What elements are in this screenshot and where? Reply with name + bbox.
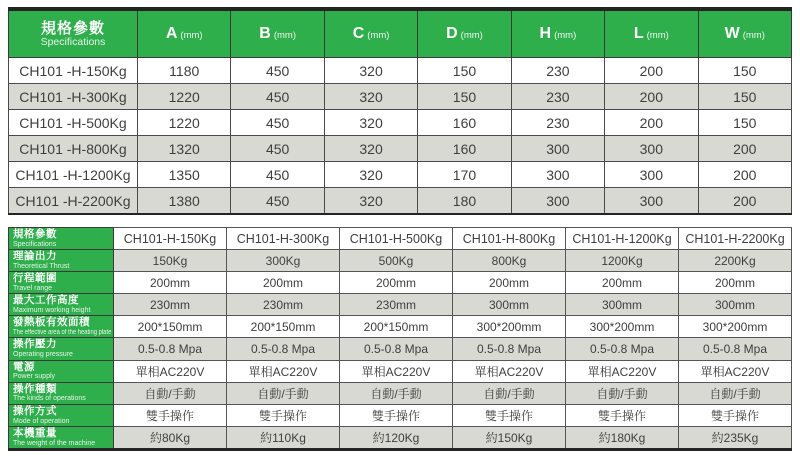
spec-value-cell: 0.5-0.8 Mpa	[114, 338, 227, 360]
value-cell: 200	[605, 110, 698, 136]
model-column-header: CH101-H-800Kg	[453, 228, 566, 250]
column-letter: D	[446, 25, 458, 42]
spec-value-cell: 單相AC220V	[453, 360, 566, 382]
spec-row-label-en-text: The kinds of operations	[13, 395, 86, 403]
table-row	[9, 84, 792, 110]
spec-row	[9, 338, 792, 360]
table-row	[9, 188, 792, 215]
value-cell: 160	[418, 136, 511, 162]
column-header-h	[511, 9, 604, 58]
spec-value-cell: 230mm	[340, 294, 453, 316]
value-cell: 300	[511, 136, 604, 162]
model-column-header: CH101-H-1200Kg	[566, 228, 679, 250]
spec-value-cell: 200*150mm	[114, 316, 227, 338]
value-cell: 320	[324, 110, 417, 136]
spec-row-label-zh: 操作方式	[13, 404, 57, 417]
spec-value-cell: 200*150mm	[340, 316, 453, 338]
value-cell: 200	[605, 84, 698, 110]
value-cell: 320	[324, 84, 417, 110]
spec-value-cell: 200mm	[679, 272, 792, 294]
table-corner-header	[9, 9, 138, 58]
column-letter: W	[724, 25, 740, 42]
spec-row-label-en	[13, 440, 113, 447]
value-cell: 170	[418, 162, 511, 188]
spec-value-cell: 200*150mm	[227, 316, 340, 338]
model-column-header: CH101-H-500Kg	[340, 228, 453, 250]
value-cell: 450	[231, 136, 324, 162]
value-cell: 150	[698, 58, 791, 84]
spec-value-cell: 約150Kg	[453, 426, 566, 449]
dimensions-table-body	[9, 58, 792, 215]
model-cell: CH101 -H-2200Kg	[9, 188, 138, 215]
spec-row-label-en-text: Power supply	[13, 373, 56, 381]
model-cell: CH101 -H-300Kg	[9, 84, 138, 110]
spec-value-cell: 2200Kg	[679, 250, 792, 272]
value-cell: 1380	[138, 188, 231, 215]
column-letter: C	[352, 25, 365, 42]
value-cell: 450	[231, 84, 324, 110]
column-unit: (mm)	[742, 30, 765, 41]
spec-value-cell: 約110Kg	[227, 426, 340, 449]
spec-value-cell: 自動/手動	[453, 382, 566, 404]
spec-value-cell: 雙手操作	[227, 404, 340, 426]
column-header-w	[698, 9, 791, 58]
spec-row-label-en	[13, 263, 113, 270]
model-cell: CH101 -H-800Kg	[9, 136, 138, 162]
model-column-header: CH101-H-150Kg	[114, 228, 227, 250]
spec-value-cell: 雙手操作	[566, 404, 679, 426]
value-cell: 1320	[138, 136, 231, 162]
table-row	[9, 110, 792, 136]
spec-row	[9, 426, 792, 449]
spec-row-label-en-text: Mode of operation	[13, 417, 70, 425]
model-column-header: CH101-H-2200Kg	[679, 228, 792, 250]
value-cell: 450	[231, 110, 324, 136]
spec-row-label-en-text: Maximum working height	[13, 307, 91, 315]
spec-row-header	[9, 294, 114, 316]
spec-value-cell: 雙手操作	[453, 404, 566, 426]
spec-value-cell: 雙手操作	[679, 404, 792, 426]
spec-row-label-zh: 行程範圍	[13, 272, 57, 285]
spec-value-cell: 230mm	[114, 294, 227, 316]
column-unit: (mm)	[646, 30, 669, 41]
spec-row-header	[9, 272, 114, 294]
value-cell: 150	[418, 58, 511, 84]
spec-value-cell: 自動/手動	[566, 382, 679, 404]
spec-value-cell: 300mm	[453, 294, 566, 316]
value-cell: 300	[511, 188, 604, 215]
spec-row-header	[9, 360, 114, 382]
spec-row-label-en-text: The effective area of the heating plate	[13, 329, 112, 337]
value-cell: 450	[231, 188, 324, 215]
dimensions-table	[8, 7, 792, 215]
value-cell: 320	[324, 188, 417, 215]
spec-row-header	[9, 250, 114, 272]
value-cell: 300	[511, 162, 604, 188]
value-cell: 160	[418, 110, 511, 136]
spec-row-label-zh: 電源	[13, 360, 35, 373]
spec-value-cell: 自動/手動	[679, 382, 792, 404]
spec-value-cell: 300mm	[566, 294, 679, 316]
spec-value-cell: 0.5-0.8 Mpa	[227, 338, 340, 360]
corner-title-en: Specifications	[40, 35, 106, 48]
spec-value-cell: 雙手操作	[114, 404, 227, 426]
spec-value-cell: 300*200mm	[679, 316, 792, 338]
column-letter: L	[633, 25, 644, 42]
value-cell: 230	[511, 110, 604, 136]
model-cell: CH101 -H-1200Kg	[9, 162, 138, 188]
spec-value-cell: 500Kg	[340, 250, 453, 272]
spec-value-cell: 約80Kg	[114, 426, 227, 449]
value-cell: 230	[511, 58, 604, 84]
table-row	[9, 58, 792, 84]
details-table	[8, 227, 792, 451]
column-letter: A	[165, 25, 178, 42]
spec-value-cell: 約235Kg	[679, 426, 792, 449]
details-header-row	[9, 228, 792, 250]
column-unit: (mm)	[180, 30, 203, 41]
spec-value-cell: 1200Kg	[566, 250, 679, 272]
model-cell: CH101 -H-150Kg	[9, 58, 138, 84]
spec-value-cell: 200mm	[114, 272, 227, 294]
value-cell: 180	[418, 188, 511, 215]
column-unit: (mm)	[367, 30, 390, 41]
spec-value-cell: 單相AC220V	[679, 360, 792, 382]
spec-row-label-en-text: Travel range	[13, 284, 53, 292]
value-cell: 200	[698, 162, 791, 188]
spec-value-cell: 300mm	[679, 294, 792, 316]
value-cell: 300	[605, 188, 698, 215]
column-header-b	[231, 9, 324, 58]
spec-value-cell: 自動/手動	[340, 382, 453, 404]
spec-row-label-en	[13, 373, 113, 380]
spec-value-cell: 200mm	[227, 272, 340, 294]
spec-value-cell: 單相AC220V	[566, 360, 679, 382]
spec-value-cell: 自動/手動	[227, 382, 340, 404]
spec-value-cell: 單相AC220V	[114, 360, 227, 382]
spec-row-label-zh: 本機重量	[13, 426, 57, 439]
spec-row-label-zh: 理論出力	[13, 250, 57, 263]
value-cell: 300	[605, 136, 698, 162]
spec-row-header	[9, 316, 114, 338]
spec-value-cell: 單相AC220V	[340, 360, 453, 382]
value-cell: 300	[605, 162, 698, 188]
value-cell: 320	[324, 162, 417, 188]
spec-value-cell: 300Kg	[227, 250, 340, 272]
details-table-header	[9, 228, 792, 250]
spec-value-cell: 300*200mm	[566, 316, 679, 338]
value-cell: 150	[698, 110, 791, 136]
spec-row-label-zh: 發熱板有效面積	[13, 316, 90, 329]
details-table-body	[9, 250, 792, 450]
spec-row	[9, 360, 792, 382]
spec-value-cell: 雙手操作	[340, 404, 453, 426]
value-cell: 450	[231, 162, 324, 188]
spec-sheet	[8, 7, 792, 451]
value-cell: 200	[698, 136, 791, 162]
column-header-c	[324, 9, 417, 58]
corner-title-en	[13, 241, 113, 248]
spec-row-label-en	[13, 395, 113, 402]
value-cell: 230	[511, 84, 604, 110]
value-cell: 1350	[138, 162, 231, 188]
column-unit: (mm)	[460, 30, 483, 41]
spec-row-label-en	[13, 285, 113, 292]
model-cell: CH101 -H-500Kg	[9, 110, 138, 136]
value-cell: 200	[698, 188, 791, 215]
spec-value-cell: 300*200mm	[453, 316, 566, 338]
spec-value-cell: 200mm	[453, 272, 566, 294]
spec-value-cell: 0.5-0.8 Mpa	[679, 338, 792, 360]
value-cell: 1220	[138, 84, 231, 110]
value-cell: 320	[324, 136, 417, 162]
table-corner-header	[9, 228, 114, 250]
spec-value-cell: 0.5-0.8 Mpa	[566, 338, 679, 360]
spec-row-label-zh: 操作壓力	[13, 338, 57, 351]
spec-row	[9, 404, 792, 426]
column-letter: H	[539, 25, 552, 42]
spec-value-cell: 150Kg	[114, 250, 227, 272]
spec-value-cell: 200mm	[340, 272, 453, 294]
value-cell: 200	[605, 58, 698, 84]
value-cell: 320	[324, 58, 417, 84]
spec-value-cell: 200mm	[566, 272, 679, 294]
spec-row-header	[9, 404, 114, 426]
spec-row-header	[9, 338, 114, 360]
spec-row-header	[9, 426, 114, 449]
spec-row-label-zh: 操作種類	[13, 382, 57, 395]
spec-row-label-en	[13, 351, 113, 358]
spec-value-cell: 單相AC220V	[227, 360, 340, 382]
spec-row-label-en	[13, 307, 113, 314]
column-unit: (mm)	[273, 30, 296, 41]
dimensions-header-row	[9, 9, 792, 58]
column-letter: B	[259, 25, 271, 42]
corner-title-zh: 規格參數	[13, 228, 57, 240]
column-header-d	[418, 9, 511, 58]
value-cell: 150	[418, 84, 511, 110]
spec-value-cell: 約180Kg	[566, 426, 679, 449]
spec-value-cell: 約120Kg	[340, 426, 453, 449]
spec-value-cell: 0.5-0.8 Mpa	[340, 338, 453, 360]
spec-row	[9, 294, 792, 316]
table-row	[9, 136, 792, 162]
spec-value-cell: 0.5-0.8 Mpa	[453, 338, 566, 360]
spec-row-label-en	[13, 329, 113, 336]
column-header-l	[605, 9, 698, 58]
model-column-header: CH101-H-300Kg	[227, 228, 340, 250]
spec-row-label-en-text: Operating pressure	[13, 351, 73, 359]
table-row	[9, 162, 792, 188]
spec-row	[9, 250, 792, 272]
dimensions-table-header	[9, 9, 792, 58]
spec-row-label-zh: 最大工作高度	[13, 294, 79, 307]
spec-row	[9, 316, 792, 338]
spec-row-label-en-text: Theoretical Thrust	[13, 262, 70, 270]
value-cell: 1220	[138, 110, 231, 136]
value-cell: 1180	[138, 58, 231, 84]
column-unit: (mm)	[554, 30, 577, 41]
spec-row-label-en	[13, 418, 113, 425]
spec-row	[9, 382, 792, 404]
corner-title-en-text: Specifications	[13, 240, 57, 248]
spec-row-label-en-text: The weight of the machine	[13, 439, 96, 447]
spec-row-header	[9, 382, 114, 404]
corner-title-zh: 規格參數	[40, 19, 105, 37]
column-header-a	[138, 9, 231, 58]
spec-value-cell: 230mm	[227, 294, 340, 316]
spec-value-cell: 800Kg	[453, 250, 566, 272]
spec-value-cell: 自動/手動	[114, 382, 227, 404]
spec-row	[9, 272, 792, 294]
value-cell: 150	[698, 84, 791, 110]
value-cell: 450	[231, 58, 324, 84]
